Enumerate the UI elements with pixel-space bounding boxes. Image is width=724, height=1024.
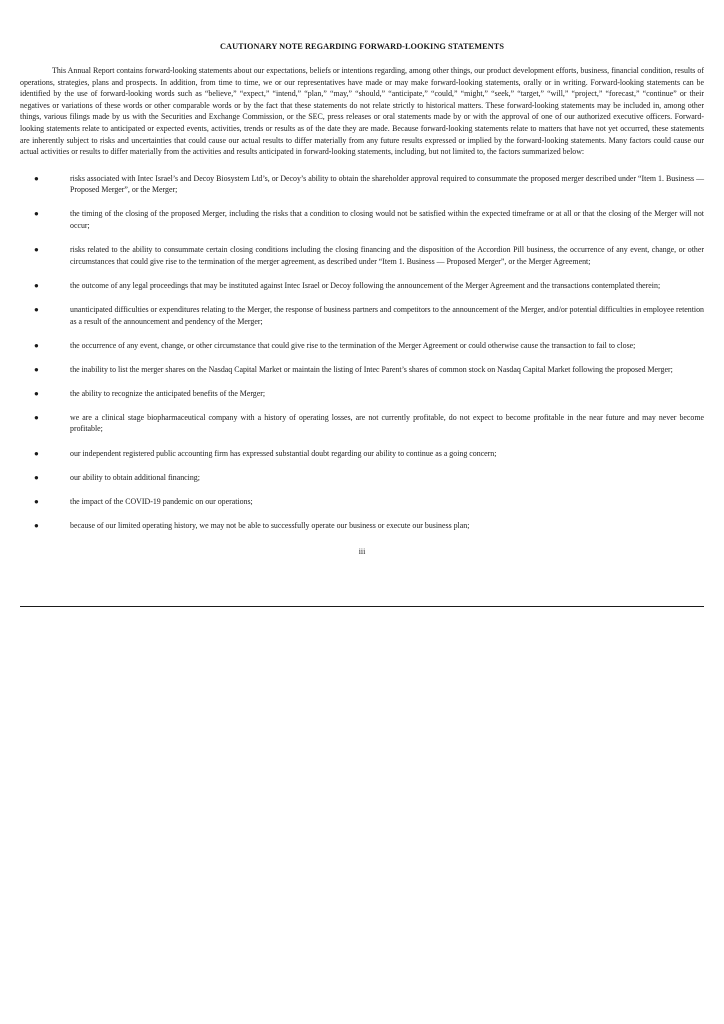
risk-factor-list	[20, 173, 704, 532]
list-item-text: we are a clinical stage biopharmaceutical company with a history of operating losses, are not currently profitable, do not expect to become profitable in the near future and may never become profitable;	[70, 412, 704, 434]
list-item-text: risks associated with Intec Israel’s and Decoy Biosystem Ltd’s, or Decoy’s ability to obtain the shareholder approval required to consummate the proposed merger described under “Item 1. Business — Proposed Merger”, or the Merger;	[70, 173, 704, 195]
intro-paragraph: This Annual Report contains forward-looking statements about our expectations, beliefs or intentions regarding, among other things, our product development efforts, business, financial condition, results of operations, strategies, plans and prospects. In addition, from time to time, we or our representatives have made or may make forward-looking statements, orally or in writing. Forward-looking statements can be identified by the use of forward-looking words such as “believe,” “expect,” “intend,” “plan,” “may,” “should,” “anticipate,” “could,” “might,” “seek,” “target,” “will,” “project,” “forecast,” “continue” or their negatives or variations of these words or other comparable words or by the fact that these statements do not relate strictly to historical matters. These forward-looking statements may be included in, among other things, various filings made by us with the Securities and Exchange Commission, or the SEC, press releases or oral statements made by or with the approval of one of our authorized executive officers. Forward-looking statements relate to anticipated or expected events, activities, trends or results as of the date they are made. Because forward-looking statements relate to matters that have not yet occurred, these statements are inherently subject to risks and uncertainties that could cause our actual results to differ materially from any future results expressed or implied by the forward-looking statements. Many factors could cause our actual activities or results to differ materially from the activities and results anticipated in forward-looking statements, including, but not limited to, the factors summarized below:	[20, 66, 704, 157]
section-title: CAUTIONARY NOTE REGARDING FORWARD-LOOKING STATEMENTS	[220, 42, 504, 51]
document-page	[20, 41, 704, 557]
list-item	[20, 244, 704, 267]
list-item	[20, 364, 704, 376]
bullet-icon: ●	[34, 388, 39, 398]
page-divider	[20, 606, 704, 607]
list-item-text: our independent registered public accounting firm has expressed substantial doubt regarding our ability to continue as a going concern;	[70, 448, 497, 458]
list-item-text: risks related to the ability to consummate certain closing conditions including the closing financing and the disposition of the Accordion Pill business, the occurrence of any event, change, or other circumstances that could give rise to the termination of the merger agreement, as described under “Item 1. Business — Proposed Merger”, or the Merger Agreement;	[70, 245, 704, 266]
bullet-icon: ●	[34, 173, 39, 183]
bullet-icon: ●	[34, 520, 39, 530]
list-item	[20, 173, 704, 196]
bullet-icon: ●	[34, 364, 39, 374]
list-item-text: unanticipated difficulties or expenditures relating to the Merger, the response of business partners and competitors to the announcement of the Merger, and/or potential difficulties in employee retention as a result of the announcement and pendency of the Merger;	[70, 304, 704, 326]
bullet-icon: ●	[34, 280, 39, 290]
list-item	[20, 472, 704, 484]
list-item	[20, 208, 704, 231]
list-item	[20, 304, 704, 327]
list-item	[20, 412, 704, 435]
list-item	[20, 388, 704, 400]
list-item-text: the timing of the closing of the proposed Merger, including the risks that a condition to closing would not be satisfied within the expected timeframe or at all or that the closing of the Merger will not occur;	[70, 209, 704, 231]
list-item-text: the ability to recognize the anticipated benefits of the Merger;	[70, 388, 266, 398]
list-item	[20, 496, 704, 508]
bullet-icon: ●	[34, 472, 39, 482]
list-item-text: the impact of the COVID-19 pandemic on our operations;	[70, 496, 253, 506]
list-item	[20, 448, 704, 460]
bullet-icon: ●	[34, 496, 39, 506]
list-item	[20, 520, 704, 532]
list-item-text: our ability to obtain additional financing;	[70, 472, 200, 482]
bullet-icon: ●	[34, 448, 39, 458]
bullet-icon: ●	[34, 340, 39, 350]
list-item-text: the occurrence of any event, change, or other circumstance that could give rise to the termination of the Merger Agreement or could otherwise cause the transaction to fail to close;	[70, 340, 636, 350]
page-number: iii	[358, 547, 366, 557]
bullet-icon: ●	[34, 412, 39, 422]
list-item-text: the inability to list the merger shares on the Nasdaq Capital Market or maintain the listing of Intec Parent’s shares of common stock on Nasdaq Capital Market following the proposed Merger;	[70, 364, 673, 374]
list-item	[20, 340, 704, 352]
list-item-text: because of our limited operating history, we may not be able to successfully operate our business or execute our business plan;	[70, 520, 470, 530]
bullet-icon: ●	[34, 245, 39, 255]
bullet-icon: ●	[34, 304, 39, 314]
bullet-icon: ●	[34, 209, 39, 219]
list-item-text: the outcome of any legal proceedings that may be instituted against Intec Israel or Decoy following the announcement of the Merger Agreement and the transactions contemplated therein;	[70, 280, 661, 290]
list-item	[20, 280, 704, 292]
